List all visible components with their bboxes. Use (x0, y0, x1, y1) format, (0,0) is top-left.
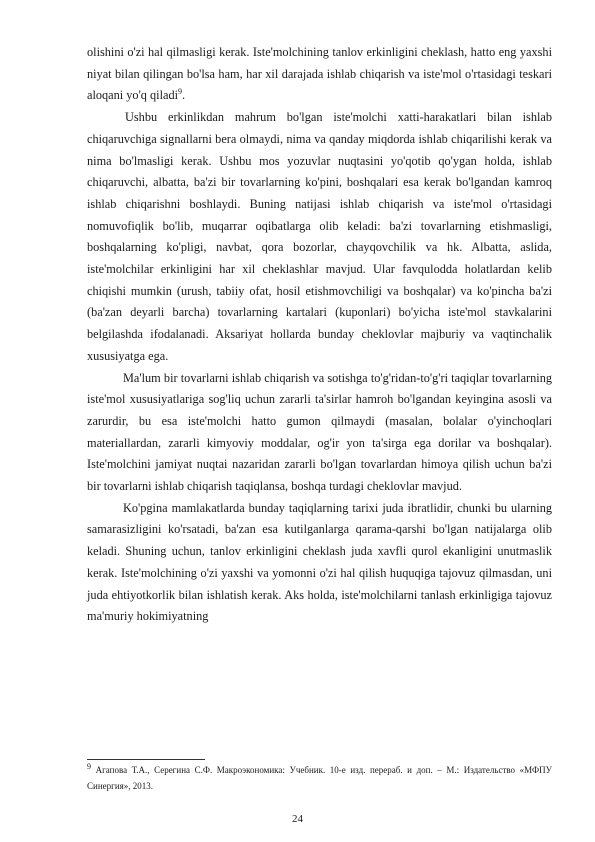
paragraph-4: Ko'pgina mamlakatlarda bunday taqiqlarning tarixi juda ibratlidir, chunki bu ularning samarasizligini ko'rsatadi, ba'zan esa kutilganlarga qarama-qarshi bo'lgan natijalarga olib keladi. Shuning uchun, tanlov erkinligini cheklash juda xavfli qurol ekanligini unutmaslik kerak. Iste'molchining o'zi yaxshi va yomonni o'zi hal qilish huquqiga tajovuz qilmasdan, uni juda ehtiyotkorlik bilan ishlatish kerak. Aks holda, iste'molchilarni tanlash erkinligiga tajovuz ma'muriy hokimiyatning (87, 500, 552, 624)
footnote-text: Агапова Т.А., Серегина С.Ф. Макроэкономика: Учебник. 10-е изд. перераб. и доп. – М.: Издательство «МФПУ Синергия», 2013. (87, 765, 553, 791)
footnote (87, 762, 552, 794)
footnote-ref[interactable]: 9 (178, 87, 183, 97)
paragraph-1-text: olishini o'zi hal qilmasligi kerak. Iste'molchining tanlov erkinligini cheklash, hatto eng yaxshi niyat bilan qilingan bo'lsa ham, har xil darajada ishlab chiqarish va iste'mol o'rtasidagi teskari aloqani yo'q qiladi (87, 45, 552, 103)
page-number: 24 (292, 813, 303, 825)
paragraph-2: Ushbu erkinlikdan mahrum bo'lgan iste'molchi xatti-harakatlari bilan ishlab chiqaruvchiga signallarni bera olmaydi, nima va qanday miqdorda ishlab chiqarilishi kerak va nima bo'lmasligi kerak. Ushbu mos yozuvlar nuqtasini yo'qotib qo'ygan holda, ishlab chiqaruvchi, albatta, ba'zi bir tovarlarning ko'pini, boshqalari esa kerak bo'lgandan kamroq ishlab chiqarishni boshlaydi. Buning natijasi ishlab chiqarish va iste'mol o'rtasidagi nomuvofiqlik bo'lib, muqarrar oqibatlarga olib keladi: ba'zi tovarlarning etishmasligi, boshqalarning ko'pligi, navbat, qora bozorlar, chayqovchilik va hk. Albatta, aslida, iste'molchilar erkinligini har xil cheklashlar mavjud. Ular favqulodda holatlardan kelib chiqishi mumkin (urush, tabiiy ofat, hosil etishmovchiligi va boshqalar) va ko'pincha ba'zi (ba'zan deyarli barcha) tovarlarning kartalari (kuponlari) bo'yicha iste'mol stavkalarini belgilashda ifodalanadi. Aksariyat hollarda bunday cheklovlar majburiy va vaqtinchalik xususiyatga ega. (87, 110, 552, 363)
page-body (87, 42, 552, 628)
paragraph-3: Ma'lum bir tovarlarni ishlab chiqarish va sotishga to'g'ridan-to'g'ri taqiqlar tovarlarning iste'mol xususiyatlariga sog'liq uchun zararli ta'sirlar hamroh bo'lgandan keyingina asosli va zarurdir, bu esa iste'molchi hatto gumon qilmaydi (masalan, bolalar o'yinchoqlari materiallardan, zararli kimyoviy moddalar, og'ir yon ta'sirga ega dorilar va boshqalar). Iste'molchini jamiyat nuqtai nazaridan zararli bo'lgan tovarlardan himoya qilish uchun ba'zi bir tovarlarni ishlab chiqarish taqiqlansa, boshqa turdagi cheklovlar mavjud. (87, 370, 552, 494)
footnote-number: 9 (87, 762, 91, 771)
paragraph-1: olishini o'zi hal qilmasligi kerak. Iste'molchining tanlov erkinligini cheklash, hatto eng yaxshi niyat bilan qilingan bo'lsa ham, har xil darajada ishlab chiqarish va iste'mol o'rtasidagi teskari aloqani yo'q qiladi$^9$. (87, 45, 552, 103)
footnote-divider (87, 759, 205, 760)
